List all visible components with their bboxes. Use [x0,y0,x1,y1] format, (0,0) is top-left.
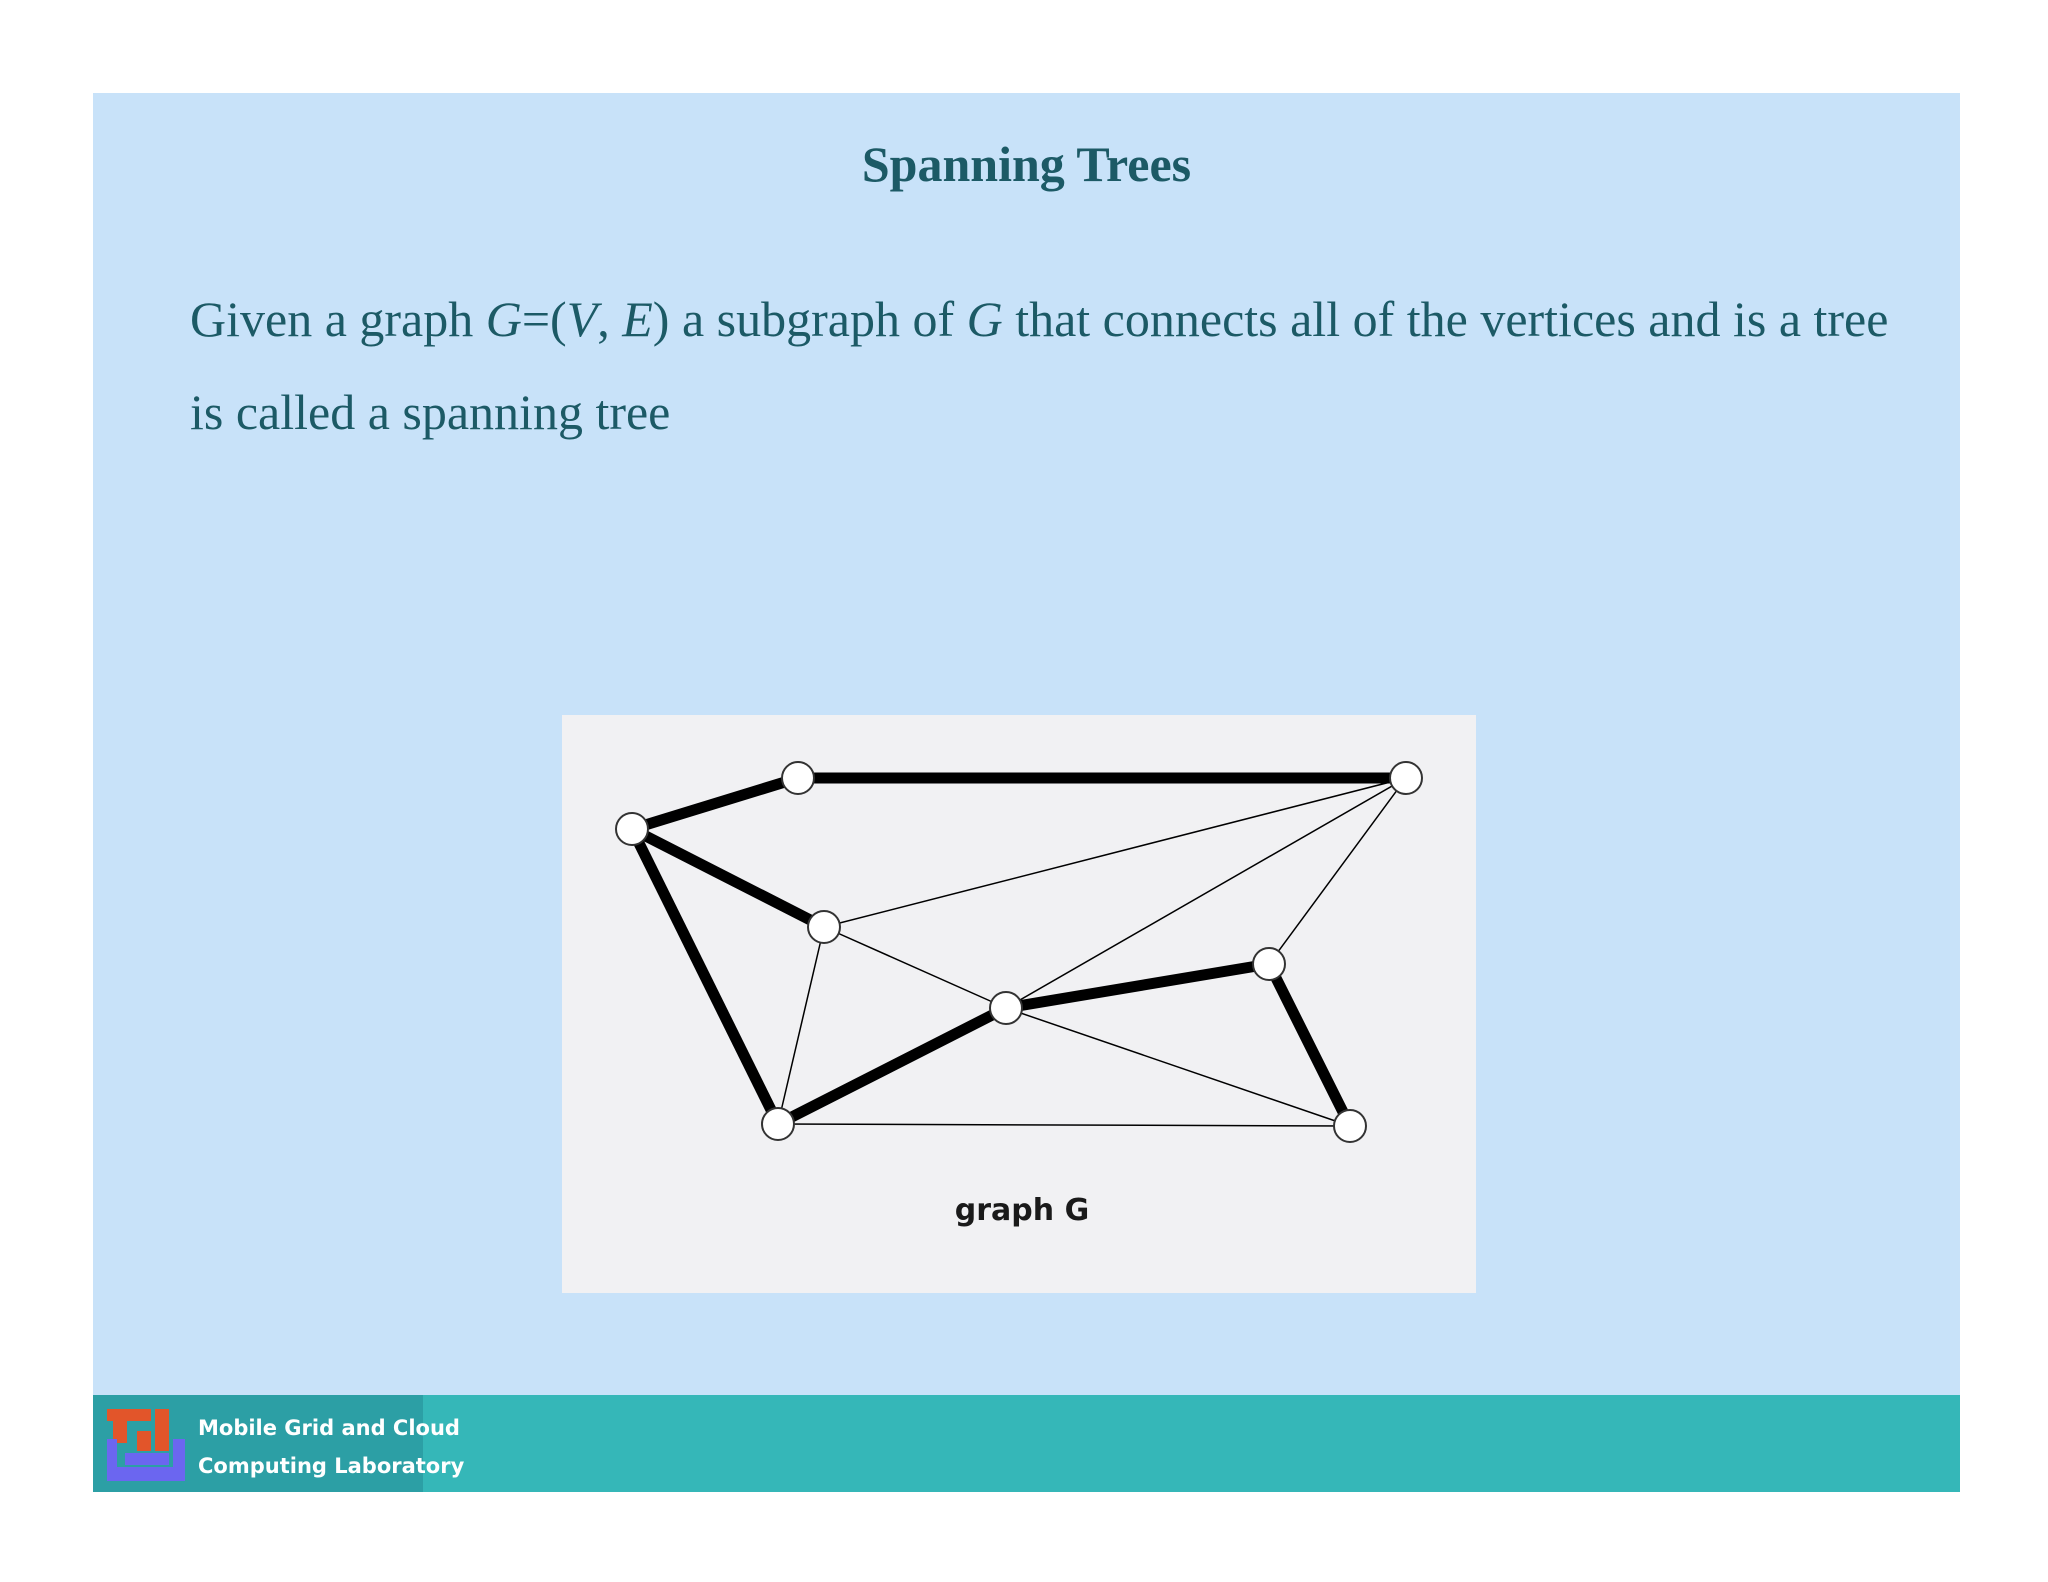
graph-edge-v4-v5 [824,927,1006,1008]
tree-edge-v1-v6 [632,829,778,1124]
lab-logo-icon [107,1409,185,1481]
vertex-v8 [1334,1110,1366,1142]
lab-name-line1: Mobile Grid and Cloud [198,1416,460,1440]
vertex-v2 [782,762,814,794]
tree-edge-v6-v5 [778,1008,1006,1124]
slide [93,93,1960,1478]
graph-edge-v6-v8 [778,1124,1350,1126]
graph-caption: graph G [954,1193,1090,1228]
vertex-v7 [1253,948,1285,980]
tree-edge-v1-v2 [632,778,798,829]
graph-edge-v4-v3 [824,778,1406,927]
footer-bar [93,1395,1960,1492]
graph-edge-v3-v7 [1269,778,1406,964]
vertex-v3 [1390,762,1422,794]
graph-edge-v4-v6 [778,927,824,1124]
vertex-v5 [990,992,1022,1024]
vertex-v1 [616,813,648,845]
lab-name [198,1409,464,1485]
lab-logo [93,1395,465,1492]
lab-name-line2: Computing Laboratory [198,1454,465,1478]
vertex-v4 [808,911,840,943]
graph-figure [562,715,1476,1293]
definition-text: Given a graph G=(V, E) a subgraph of G that connects all of the vertices and is a tree is called a spanning tree [190,291,1889,440]
vertex-v6 [762,1108,794,1140]
slide-title: Spanning Trees [861,136,1192,192]
